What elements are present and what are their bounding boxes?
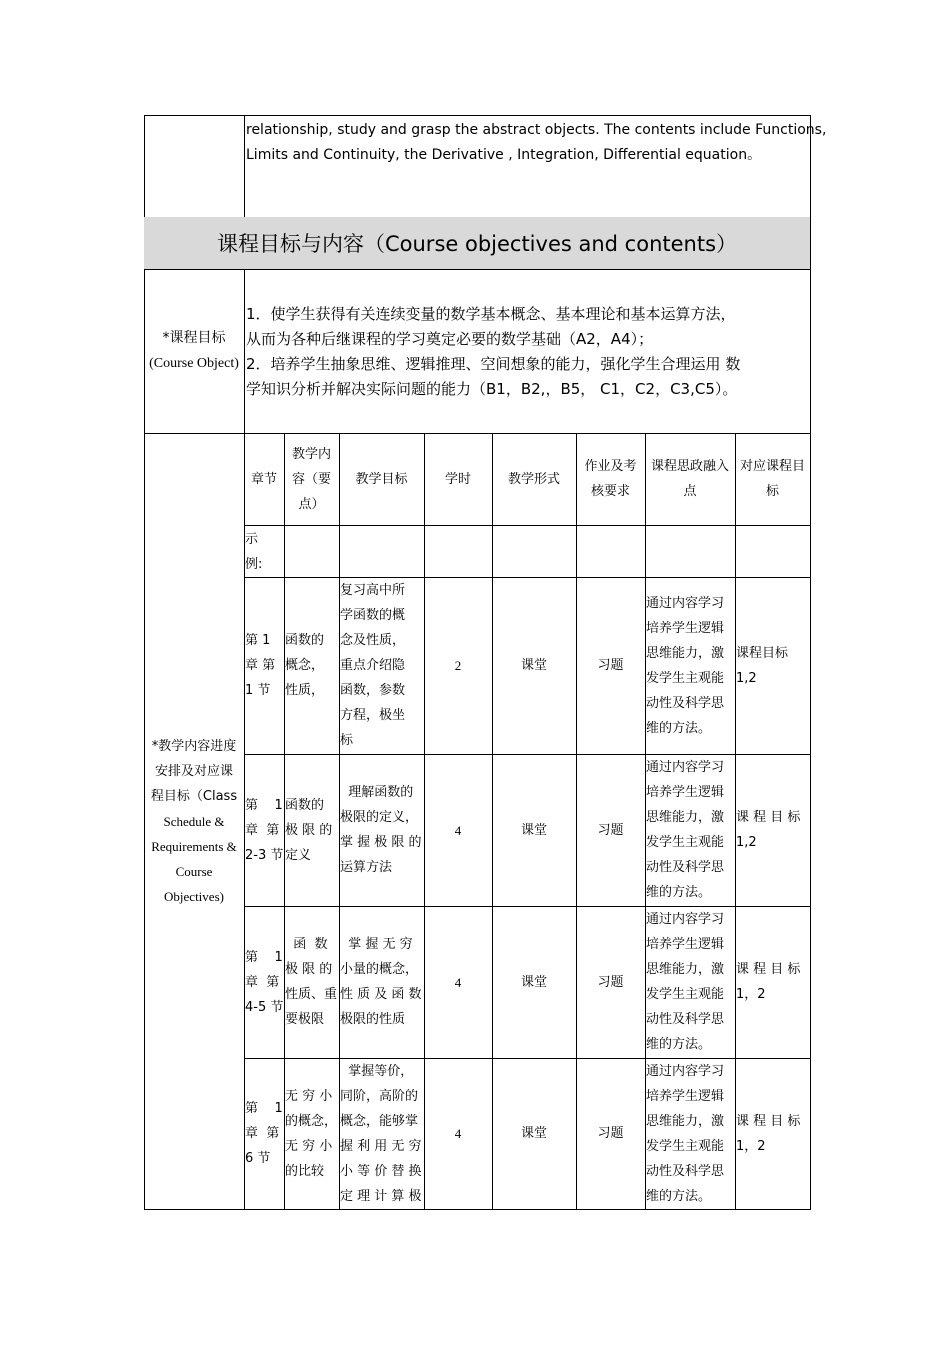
row-3-objective-cell [735,906,811,1059]
section-header-text: 课程目标与内容（Course objectives and contents） [216,232,738,256]
row-1-goal-line: 方程，极坐 [340,708,406,723]
row-2-assessment-cell [576,754,646,907]
row-4-goal-line: 掌握等价， [340,1063,414,1079]
row-3-assessment-line: 习题 [597,974,624,990]
row-1-objective-line: 1,2 [736,670,757,686]
header-assessment: 作业及考 核要求 [576,433,646,526]
row-1-content-line: 性质， [285,683,325,698]
header-form: 教学形式 [492,433,577,526]
example-cell [492,525,577,578]
section-header [144,217,811,270]
row-1-chapter-line: 章 第 [245,658,276,673]
row-4-chapter-line: 章 第 [245,1126,280,1141]
row-3-content-line: 极 限 的 [285,962,333,977]
row-4-content-cell [284,1058,340,1210]
row-3-content-cell [284,906,340,1059]
row-3-chapter-line: 4-5 节 [245,999,283,1015]
row-3-ideology-line: 通过内容学习 [646,912,725,927]
row-2-chapter-line: 第 1 [245,797,283,813]
row-3-goal-cell [339,906,425,1059]
row-1-goal-line: 念及性质， [340,633,406,648]
row-1-goal-line: 学函数的概 [340,608,406,623]
row-4-ideology-line: 通过内容学习 [646,1063,725,1079]
row-4-ideology-cell [645,1058,736,1210]
row-1-goal-line: 标 [340,733,354,748]
row-3-chapter-cell [244,906,285,1059]
row-2-objective-line: 1,2 [736,835,757,850]
row-1-ideology-line: 发学生主观能 [646,670,725,686]
intro-text: relationship, study and grasp the abstract objects. The contents include Functions, Limits and Continuity, the Derivative , Integration, Differential equation。 [244,115,811,218]
row-4-ideology-line: 思维能力，激 [646,1113,725,1129]
row-2-ideology-line: 通过内容学习 [646,760,725,775]
row-4-content-line: 无 穷 小 [285,1138,333,1154]
row-2-content-line: 函数的 [285,797,325,813]
row-1-assessment-line: 习题 [597,658,624,673]
row-4-chapter-cell [244,1058,285,1210]
row-4-content-line: 无 穷 小 [285,1088,333,1104]
row-4-goal-line: 握 利 用 无 穷 [340,1138,422,1154]
row-4-assessment-line: 习题 [597,1126,624,1141]
row-3-ideology-cell [645,906,736,1059]
row-4-content-line: 的比较 [285,1163,325,1179]
row-2-assessment-line: 习题 [597,822,624,838]
row-1-ideology-line: 维的方法。 [646,720,712,736]
row-1-content-line: 函数的 [285,633,325,648]
row-4-goal-line: 同阶，高阶的 [340,1088,419,1104]
row-4-hours-line: 4 [454,1126,462,1141]
objectives-text: 1．使学生获得有关连续变量的数学基本概念、基本理论和基本运算方法， 从而为各种后继课程的学习奠定必要的数学基础（A2，A4）； 2．培养学生抽象思维、逻辑推理、空间想象的能力，强化学生合理运用 数 学知识分析并解决实际问题的能力（B1，B2,，B5， C1，C2，C3,C5）。 [244,269,811,434]
row-2-objective-line: 课 程 目 标 [736,810,801,825]
row-4-hours-cell [424,1058,493,1210]
row-2-chapter-line: 章 第 [245,822,280,838]
row-1-ideology-line: 思维能力，激 [646,645,725,661]
row-3-goal-line: 小量的概念， [340,962,419,977]
row-1-form-line: 课堂 [520,658,547,673]
row-1-chapter-line: 第 1 [245,633,271,648]
row-3-ideology-line: 维的方法。 [646,1037,712,1052]
row-1-goal-line: 复习高中所 [340,583,406,598]
row-3-ideology-line: 发学生主观能 [646,987,725,1002]
row-4-form-cell [492,1058,577,1210]
row-3-hours-cell [424,906,493,1059]
row-4-objective-line: 1，2 [736,1138,766,1154]
row-2-content-line: 极 限 的 [285,822,333,838]
row-4-goal-line: 定 理 计 算 极 [340,1188,422,1204]
header-objective: 对应课程目 标 [735,433,811,526]
row-1-content-line: 概念， [285,658,325,673]
row-1-chapter-cell [244,577,285,755]
row-1-hours-cell [424,577,493,755]
row-4-chapter-line: 6 节 [245,1151,271,1166]
row-3-chapter-line: 第 1 [245,949,283,965]
row-4-goal-cell [339,1058,425,1210]
row-1-objective-cell [735,577,811,755]
row-3-ideology-line: 培养学生逻辑 [646,937,725,952]
example-label: 示 例: [244,525,285,578]
row-2-ideology-line: 动性及科学思 [646,860,725,875]
row-1-content-cell [284,577,340,755]
row-1-goal-cell [339,577,425,755]
header-chapter: 章节 [244,433,285,526]
example-cell [339,525,425,578]
row-2-ideology-line: 维的方法。 [646,885,712,900]
row-1-goal-line: 函数，参数 [340,683,406,698]
row-4-assessment-cell [576,1058,646,1210]
row-2-chapter-line: 2-3 节 [245,847,283,863]
row-3-form-cell [492,906,577,1059]
row-3-objective-line: 课 程 目 标 [736,962,801,977]
row-4-ideology-line: 动性及科学思 [646,1163,725,1179]
row-2-goal-line: 理解函数的 [340,785,414,800]
row-3-chapter-line: 章 第 [245,974,280,990]
row-3-ideology-line: 思维能力，激 [646,962,725,977]
row-1-ideology-line: 动性及科学思 [646,695,725,711]
row-2-objective-cell [735,754,811,907]
header-ideology: 课程思政融入 点 [645,433,736,526]
row-4-ideology-line: 维的方法。 [646,1188,712,1204]
objectives-label-cell [144,269,245,434]
row-4-chapter-line: 第 1 [245,1101,283,1116]
row-3-goal-line: 掌 握 无 穷 [340,937,413,952]
row-2-goal-line: 极限的定义， [340,810,419,825]
row-1-objective-line: 课程目标 [736,645,789,661]
row-1-chapter-line: 1 节 [245,683,271,698]
row-2-content-cell [284,754,340,907]
row-3-content-line: 函 数 [285,937,328,952]
row-4-content-line: 的概念， [285,1113,338,1129]
row-4-objective-cell [735,1058,811,1210]
row-2-goal-line: 掌 握 极 限 的 [340,835,422,850]
row-2-goal-line: 运算方法 [340,860,393,875]
example-cell [735,525,811,578]
example-cell [424,525,493,578]
row-1-form-cell [492,577,577,755]
row-2-ideology-cell [645,754,736,907]
header-hours: 学时 [424,433,493,526]
row-3-content-line: 性质、重 [285,987,338,1002]
row-4-form-line: 课堂 [520,1126,547,1141]
schedule-label-cell: *教学内容进度 安排及对应课 程目标（Class Schedule & Requirements & Course Objectives) [144,433,245,1210]
row-2-ideology-line: 培养学生逻辑 [646,785,725,800]
row-3-objective-line: 1，2 [736,987,766,1002]
objectives-label-cn: *课程目标 [162,330,226,346]
objectives-label-en: (Course Object) [149,356,239,371]
row-2-content-line: 定义 [285,847,312,863]
header-goal: 教学目标 [339,433,425,526]
row-2-chapter-cell [244,754,285,907]
intro-label-cell [144,115,245,218]
row-2-ideology-line: 思维能力，激 [646,810,725,825]
row-1-goal-line: 重点介绍隐 [340,658,406,673]
example-cell [576,525,646,578]
row-2-goal-cell [339,754,425,907]
row-3-content-line: 要极限 [285,1012,325,1027]
row-2-form-cell [492,754,577,907]
row-3-goal-line: 极限的性质 [340,1012,406,1027]
row-3-assessment-cell [576,906,646,1059]
example-cell [284,525,340,578]
row-4-goal-line: 概念，能够掌 [340,1113,419,1129]
header-content: 教学内 容（要 点） [284,433,340,526]
row-3-form-line: 课堂 [520,974,547,990]
row-3-goal-line: 性 质 及 函 数 [340,987,422,1002]
row-2-form-line: 课堂 [520,822,547,838]
row-2-ideology-line: 发学生主观能 [646,835,725,850]
row-4-objective-line: 课 程 目 标 [736,1113,801,1129]
row-2-hours-line: 4 [454,822,462,838]
row-4-goal-line: 小 等 价 替 换 [340,1163,422,1179]
row-1-ideology-line: 通过内容学习 [646,595,725,611]
row-1-assessment-cell [576,577,646,755]
row-3-hours-line: 4 [454,974,462,990]
row-2-hours-cell [424,754,493,907]
row-4-ideology-line: 发学生主观能 [646,1138,725,1154]
row-3-ideology-line: 动性及科学思 [646,1012,725,1027]
row-1-hours-line: 2 [454,658,462,673]
row-1-ideology-line: 培养学生逻辑 [646,620,725,636]
row-1-ideology-cell [645,577,736,755]
example-cell [645,525,736,578]
row-4-ideology-line: 培养学生逻辑 [646,1088,725,1104]
